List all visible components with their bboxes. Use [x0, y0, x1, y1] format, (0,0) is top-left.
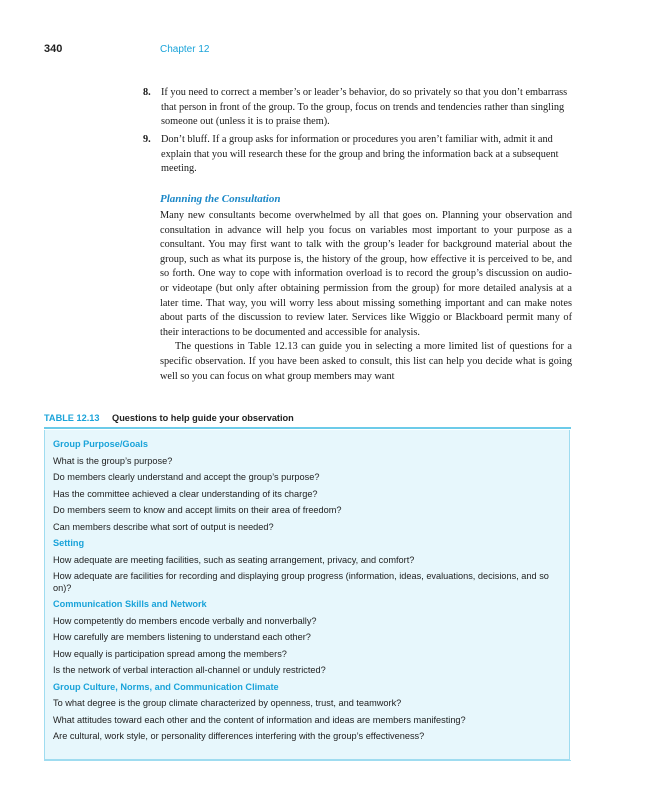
- table-bottom-rule: [44, 760, 571, 761]
- list-item: [143, 133, 573, 177]
- list-item-text: If you need to correct a member’s or leader’s behavior, do so privately so that you don’t embarrass that person in front of the group. To the group, focus on trends and tendencies rather than singling someone out (unless it is to praise them).: [161, 87, 568, 128]
- list-item-number: 9.: [143, 134, 151, 146]
- page-number: 340: [44, 43, 63, 55]
- list-item: [143, 86, 573, 130]
- table-question: Do members seem to know and accept limits on their area of freedom?: [53, 505, 342, 515]
- table-question: Are cultural, work style, or personality differences interfering with the group’s effectiveness?: [53, 731, 425, 741]
- table-question: Do members clearly understand and accept the group’s purpose?: [53, 472, 320, 482]
- table-question: How adequate are meeting facilities, such as seating arrangement, privacy, and comfort?: [53, 554, 415, 565]
- table-question: How carefully are members listening to understand each other?: [53, 632, 311, 642]
- table-question: How competently do members encode verbally and nonverbally?: [53, 615, 317, 626]
- table-question: To what degree is the group climate characterized by openness, trust, and teamwork?: [53, 698, 402, 708]
- table-section-title: Communication Skills and Network: [53, 599, 207, 609]
- table-question: How equally is participation spread among the members?: [53, 648, 287, 659]
- table-section-title: Group Culture, Norms, and Communication Climate: [53, 681, 279, 692]
- table-title: [44, 413, 294, 423]
- paragraph: The questions in Table 12.13 can guide you in selecting a more limited list of questions for a specific observation. If you have been asked to consult, this list can help you decide what is going well so you can focus on what group members may want: [160, 341, 572, 382]
- table-question: Can members describe what sort of output is needed?: [53, 521, 274, 532]
- body-text: [160, 209, 572, 384]
- table-question: What attitudes toward each other and the content of information and ideas are members manifesting?: [53, 714, 466, 725]
- table-label: TABLE 12.13: [44, 413, 100, 423]
- table-caption: Questions to help guide your observation: [112, 413, 294, 423]
- table-question: How adequate are facilities for recording and displaying group progress (information, ideas, evaluations, decisions, and so on)?: [53, 571, 549, 593]
- table-section-title: Group Purpose/Goals: [53, 439, 148, 449]
- list-item-number: 8.: [143, 87, 151, 98]
- table-question: What is the group’s purpose?: [53, 455, 173, 466]
- paragraph: Many new consultants become overwhelmed by all that goes on. Planning your observation and consultation in advance will help you focus on variables most important to your purpose as a consultant. You may first want to talk with the group’s leader for background material about the group, such as what its purpose is, the history of the group, how effective it is perceived to be, and so forth. One way to cope with information overload is to record the group’s discussion on audio- or videotape (but only after obtaining permission from the group) for more detailed analysis at a later time. That way, you will worry less about missing something important and can make notes about parts of the discussion to review later. Services like Wiggio or Blackboard permit many of their interactions to be documented and accessible for analysis.: [160, 210, 572, 338]
- list-item-text: Don’t bluff. If a group asks for information or procedures you aren’t familiar with, admit it and explain that you will research these for the group and bring the information back at a subsequent meeting.: [161, 134, 559, 175]
- running-head: Chapter 12: [160, 44, 210, 55]
- table-top-rule: [44, 427, 571, 429]
- question-table: [44, 430, 570, 760]
- table-section-title: Setting: [53, 538, 85, 548]
- table-question: Has the committee achieved a clear understanding of its charge?: [53, 488, 318, 499]
- table-question: Is the network of verbal interaction all-channel or unduly restricted?: [53, 665, 326, 675]
- numbered-list: [143, 86, 573, 181]
- section-heading: Planning the Consultation: [160, 193, 281, 205]
